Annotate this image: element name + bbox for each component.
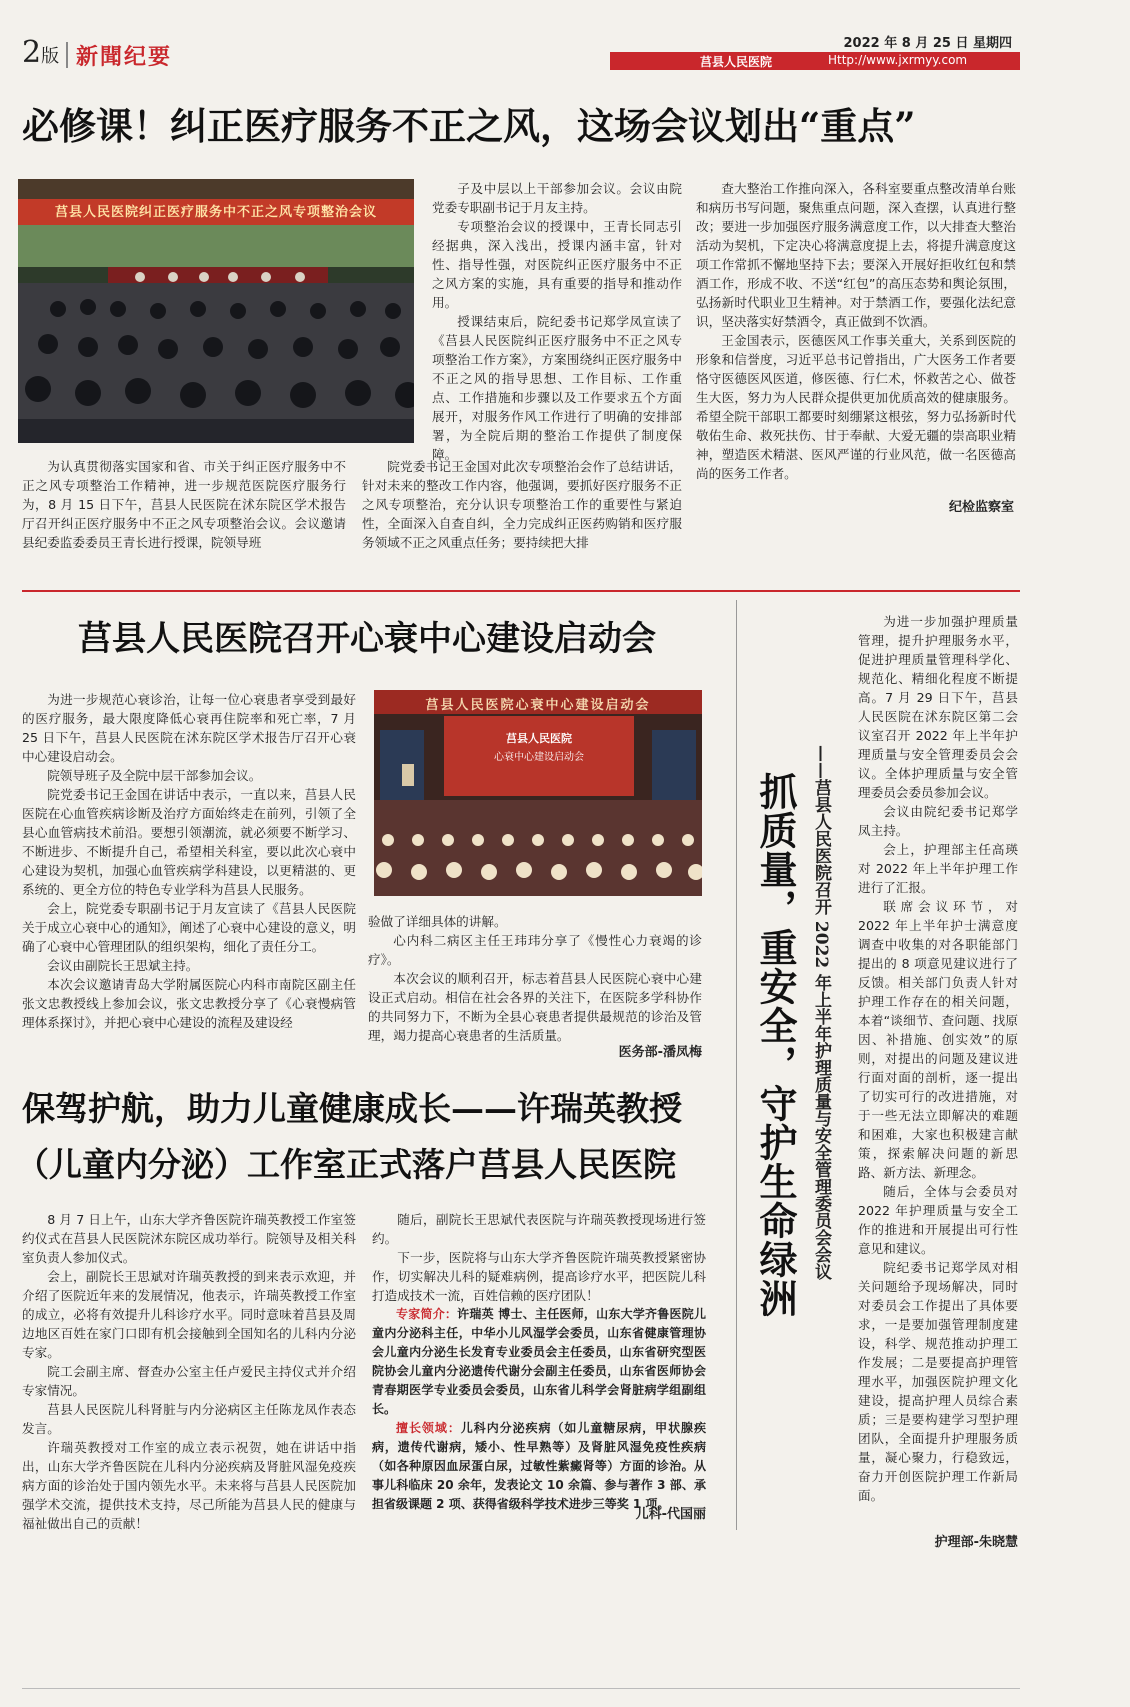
article2-col1-p5: 会议由副院长王思斌主持。 — [47, 958, 199, 973]
article1-col2-p4: 院党委书记王金国对此次专项整治会作了总结讲话，针对未来的整改工作内容，他强调，要抓好医疗服务不正之风专项整治，充分认识专项整治工作的重要性与紧迫性，全面深入自查自纠，全力完成纠正医药购销和医疗服务领域不正之风重点任务；要持续把大排 — [362, 459, 682, 550]
article1-col1-p1: 为认真贯彻落实国家和省、市关于纠正医疗服务中不正之风专项整治工作精神，进一步规范医院医疗服务行为，8 月 15 日下午，莒县人民医院在沭东院区学术报告厅召开纠正医疗服务中不正之风专项整治会议。会议邀请县纪委监委委员王青长进行授课，院领导班 — [22, 459, 346, 550]
article1-col2-p3: 授课结束后，院纪委书记郑学凤宣读了《莒县人民医院纠正医疗服务中不正之风专项整治工作方案》，方案围绕纠正医疗服务中不正之风的指导思想、工作目标、工作重点、工作措施和步骤以及工作要求五个方面展开，对服务作风工作进行了明确的安排部署，为全院后期的整治工作提供了制度保障。 — [432, 314, 682, 462]
article1-col3-p2: 王金国表示，医德医风工作事关重大，关系到医院的形象和信誉度，习近平总书记曾指出，广大医务工作者要恪守医德医风医道，修医德、行仁术，怀救苦之心、做苍生大医，努力为人民群众提供更加优质高效的健康服务。希望全院干部职工都要时刻绷紧这根弦，努力弘扬新时代敬佑生命、救死扶伤、甘于奉献、大爱无疆的崇高职业精神，塑造医术精湛、医风严谨的行业风范，做一名医德高尚的医务工作者。 — [696, 333, 1016, 481]
article2-col1-p6: 本次会议邀请青岛大学附属医院心内科市南院区副主任张文忠教授线上参加会议，张文忠教授分享了《心衰慢病管理体系探讨》，并把心衰中心建设的流程及建设经 — [22, 977, 356, 1030]
page-number-suffix: 版 — [41, 46, 60, 67]
article4-subtitle: ——莒县人民医院召开 2022 年上半年护理质量与安全管理委员会会议 — [811, 745, 831, 1281]
page-number-digit: 2 — [22, 35, 42, 70]
article1-title: 必修课！纠正医疗服务不正之风，这场会议划出“重点” — [22, 104, 916, 148]
article3-col1-p5: 许瑞英教授对工作室的成立表示祝贺，她在讲话中指出，山东大学齐鲁医院在儿科内分泌疾病及肾脏风湿免疫疾病方面的诊治处于国内领先水平。未来将与莒县人民医院加强学术交流，提供技术支持，尽己所能为莒县人民的健康与福祉做出自己的贡献！ — [22, 1440, 356, 1531]
issue-date: 2022 年 8 月 25 日 星期四 — [843, 36, 1012, 51]
article1-signature: 纪检监察室 — [948, 500, 1014, 515]
article2-col2-p2: 心内科二病区主任王玮玮分享了《慢性心力衰竭的诊疗》。 — [368, 933, 702, 967]
header-url[interactable]: Http://www.jxrmyy.com — [828, 53, 968, 67]
article2-col1-p2: 院领导班子及全院中层干部参加会议。 — [47, 768, 262, 783]
article2-col2-p3: 本次会议的顺利召开，标志着莒县人民医院心衰中心建设正式启动。相信在社会各界的关注下，在医院多学科协作的共同努力下，不断为全县心衰患者提供最规范的诊治及管理，竭力提高心衰患者的生活质量。 — [368, 971, 702, 1043]
article3-signature: 儿科-代国丽 — [635, 1507, 706, 1522]
article4-signature: 护理部-朱晓慧 — [934, 1535, 1018, 1550]
header-divider — [66, 42, 68, 68]
article3-col1-p4: 莒县人民医院儿科肾脏与内分泌病区主任陈龙凤作表态发言。 — [22, 1402, 356, 1436]
bottom-rule — [22, 1688, 1020, 1689]
article2-col2-p1: 验做了详细具体的讲解。 — [368, 914, 507, 929]
article2-title: 莒县人民医院召开心衰中心建设启动会 — [78, 619, 656, 659]
article3-intro — [372, 1305, 706, 1419]
article3-col1-p1: 8 月 7 日上午，山东大学齐鲁医院许瑞英教授工作室签约仪式在莒县人民医院沭东院区成功举行。院领导及相关科室负责人参加仪式。 — [22, 1212, 356, 1265]
section-name: 新聞纪要 — [76, 44, 173, 70]
article3-intro-text: 许瑞英 博士、主任医师，山东大学齐鲁医院儿童内分泌科主任，中华小儿风湿学会委员，山东省健康管理协会儿童内分泌生长发育专业委员会主任委员，山东省研究型医院协会儿童内分泌遗传代谢分会副主任委员，山东省医师协会青春期医学专业委员会委员，山东省儿科学会肾脏病学组副组长。 — [372, 1307, 706, 1416]
article2-photo — [374, 690, 702, 896]
article4-p3: 会上，护理部主任高瑛对 2022 年上半年护理工作进行了汇报。 — [858, 842, 1018, 895]
article3-col1-p2: 会上，副院长王思斌对许瑞英教授的到来表示欢迎，并介绍了医院近年来的发展情况，他表示，许瑞英教授工作室的成立，必将有效提升儿科诊疗水平。同时意味着莒县及周边地区百姓在家门口即有机会接触到全国知名的儿科内分泌专家。 — [22, 1269, 356, 1360]
article3-title-line1: 保驾护航，助力儿童健康成长——许瑞英教授 — [22, 1089, 682, 1128]
article3-skill-text: 儿科内分泌疾病（如儿童糖尿病，甲状腺疾病，遗传代谢病，矮小、性早熟等）及肾脏风湿免疫性疾病（如各种原因血尿蛋白尿，过敏性紫癜肾等）方面的诊治。从事儿科临床 20 余年，发表论文 10 余篇、参与著作 3 部、承担省级课题 2 项、获得省级科学技术进步三等奖 1 项。 — [372, 1421, 706, 1511]
article2-photo-sub2: 心衰中心建设启动会 — [494, 752, 584, 763]
article1-photo — [18, 179, 414, 443]
article4-body — [858, 612, 1018, 1505]
article1-col1 — [22, 457, 346, 552]
article3-intro-label: 专家简介： — [396, 1307, 458, 1321]
page-number — [22, 36, 59, 74]
article2-photo-banner: 莒县人民医院心衰中心建设启动会 — [425, 698, 651, 713]
article3-skill-label: 擅长领域： — [396, 1421, 461, 1435]
article3-col1 — [22, 1210, 356, 1533]
article4-p6: 院纪委书记郑学凤对相关问题给予现场解决，同时对委员会工作提出了具体要求，一是要加强管理制度建设，科学、规范推动护理工作发展；二是要提高护理管理水平，加强医院护理文化建设，提高护理人员综合素质；三是要构建学习型护理团队，全面提升护理服务质量，凝心聚力，行稳致远，奋力开创医院护理工作新局面。 — [858, 1260, 1018, 1503]
article4-p4: 联席会议环节，对 2022 年上半年护士满意度调查中收集的对各职能部门提出的 8 项意见建议进行了反馈。相关部门负责人针对护理工作存在的相关问题，本着“谈细节、查问题、找原因、补措施、创实效”的原则，对提出的问题及建议进行面对面的剖析，逐一提出了切实可行的改进措施，对于一些无法立即解决的难题和困难，大家也积极建言献策，探索解决问题的新思路、新方法、新理念。 — [858, 899, 1018, 1180]
article1-photo-banner: 莒县人民医院纠正医疗服务中不正之风专项整治会议 — [54, 205, 377, 220]
article3-col1-p3: 院工会副主席、督查办公室主任卢爱民主持仪式并介绍专家情况。 — [22, 1364, 356, 1398]
article1-col2-p2: 专项整治会议的授课中，王青长同志引经据典，深入浅出，授课内涵丰富，针对性、指导性强，对医院纠正医疗服务中不正之风方案的实施，具有重要的指导和推动作用。 — [432, 219, 682, 310]
article1-col2-bottom — [362, 457, 682, 552]
article1-col2-top — [432, 179, 682, 464]
article4-left-rule — [736, 600, 737, 1530]
article3-col2 — [372, 1210, 706, 1514]
article2-signature: 医务部-潘凤梅 — [618, 1045, 702, 1060]
header-hospital: 莒县人民医院 — [700, 55, 773, 69]
article4-title: 抓质量，重安全，守护生命绿洲 — [753, 772, 798, 1318]
divider-article1 — [22, 590, 1020, 592]
article2-col1-p4: 会上，院党委专职副书记于月友宣读了《莒县人民医院关于成立心衰中心的通知》，阐述了心衰中心建设的意义，明确了心衰中心管理团队的组织架构，细化了责任分工。 — [22, 901, 356, 954]
article1-col3 — [696, 179, 1016, 483]
article2-col1-p1: 为进一步规范心衰诊治，让每一位心衰患者享受到最好的医疗服务，最大限度降低心衰再住院率和死亡率，7 月 25 日下午，莒县人民医院在沭东院区学术报告厅召开心衰中心建设启动会。 — [22, 692, 356, 764]
article4-p5: 随后，全体与会委员对 2022 年护理质量与安全工作的推进和开展提出可行性意见和建议。 — [858, 1184, 1018, 1256]
article4-p1: 为进一步加强护理质量管理，提升护理服务水平，促进护理质量管理科学化、规范化、精细化程度不断提高。7 月 29 日下午，莒县人民医院在沭东院区第二会议室召开 2022 年上半年护理质量与安全管理委员会会议。全体护理质量与安全管理委员会委员参加会议。 — [858, 614, 1018, 800]
article3-title-line2: （儿童内分泌）工作室正式落户莒县人民医院 — [16, 1145, 676, 1184]
article2-col1 — [22, 690, 356, 1032]
article3-skill — [372, 1419, 706, 1514]
article3-col2-p1: 随后，副院长王思斌代表医院与许瑞英教授现场进行签约。 — [372, 1212, 706, 1246]
article2-photo-sub1: 莒县人民医院 — [506, 732, 572, 745]
article1-col3-p1: 查大整治工作推向深入，各科室要重点整改清单台账和病历书写问题，聚焦重点问题，深入查摆，认真进行整改；要进一步加强医疗服务满意度工作，以大排查大整治活动为契机，下定决心将满意度提上去，将提升满意度这项工作常抓不懈地坚持下去；要深入开展好拒收红包和禁酒工作，形成不收、不送“红包”的高压态势和舆论氛围，弘扬新时代职业卫生精神。对于禁酒工作，要强化法纪意识，坚决落实好禁酒令，真正做到不饮酒。 — [696, 181, 1016, 329]
article1-col2-p1: 子及中层以上干部参加会议。会议由院党委专职副书记于月友主持。 — [432, 181, 682, 215]
article2-col2 — [368, 912, 702, 1045]
article4-p2: 会议由院纪委书记郑学凤主持。 — [858, 804, 1018, 838]
article3-col2-p2: 下一步，医院将与山东大学齐鲁医院许瑞英教授紧密协作，切实解决儿科的疑难病例，提高诊疗水平，把医院儿科打造成技术一流，百姓信赖的医疗团队！ — [372, 1250, 706, 1303]
article2-col1-p3: 院党委书记王金国在讲话中表示，一直以来，莒县人民医院在心血管疾病诊断及治疗方面始终走在前列，引领了全县心血管病技术前沿。要想引领潮流，就必须要不断学习、不断进步、不断提升自己，希望相关科室，要以此次心衰中心建设为契机，加强心血管疾病学科建设，以更精湛的、更系统的、更全方位的特色专业学科为莒县人民服务。 — [22, 787, 356, 897]
